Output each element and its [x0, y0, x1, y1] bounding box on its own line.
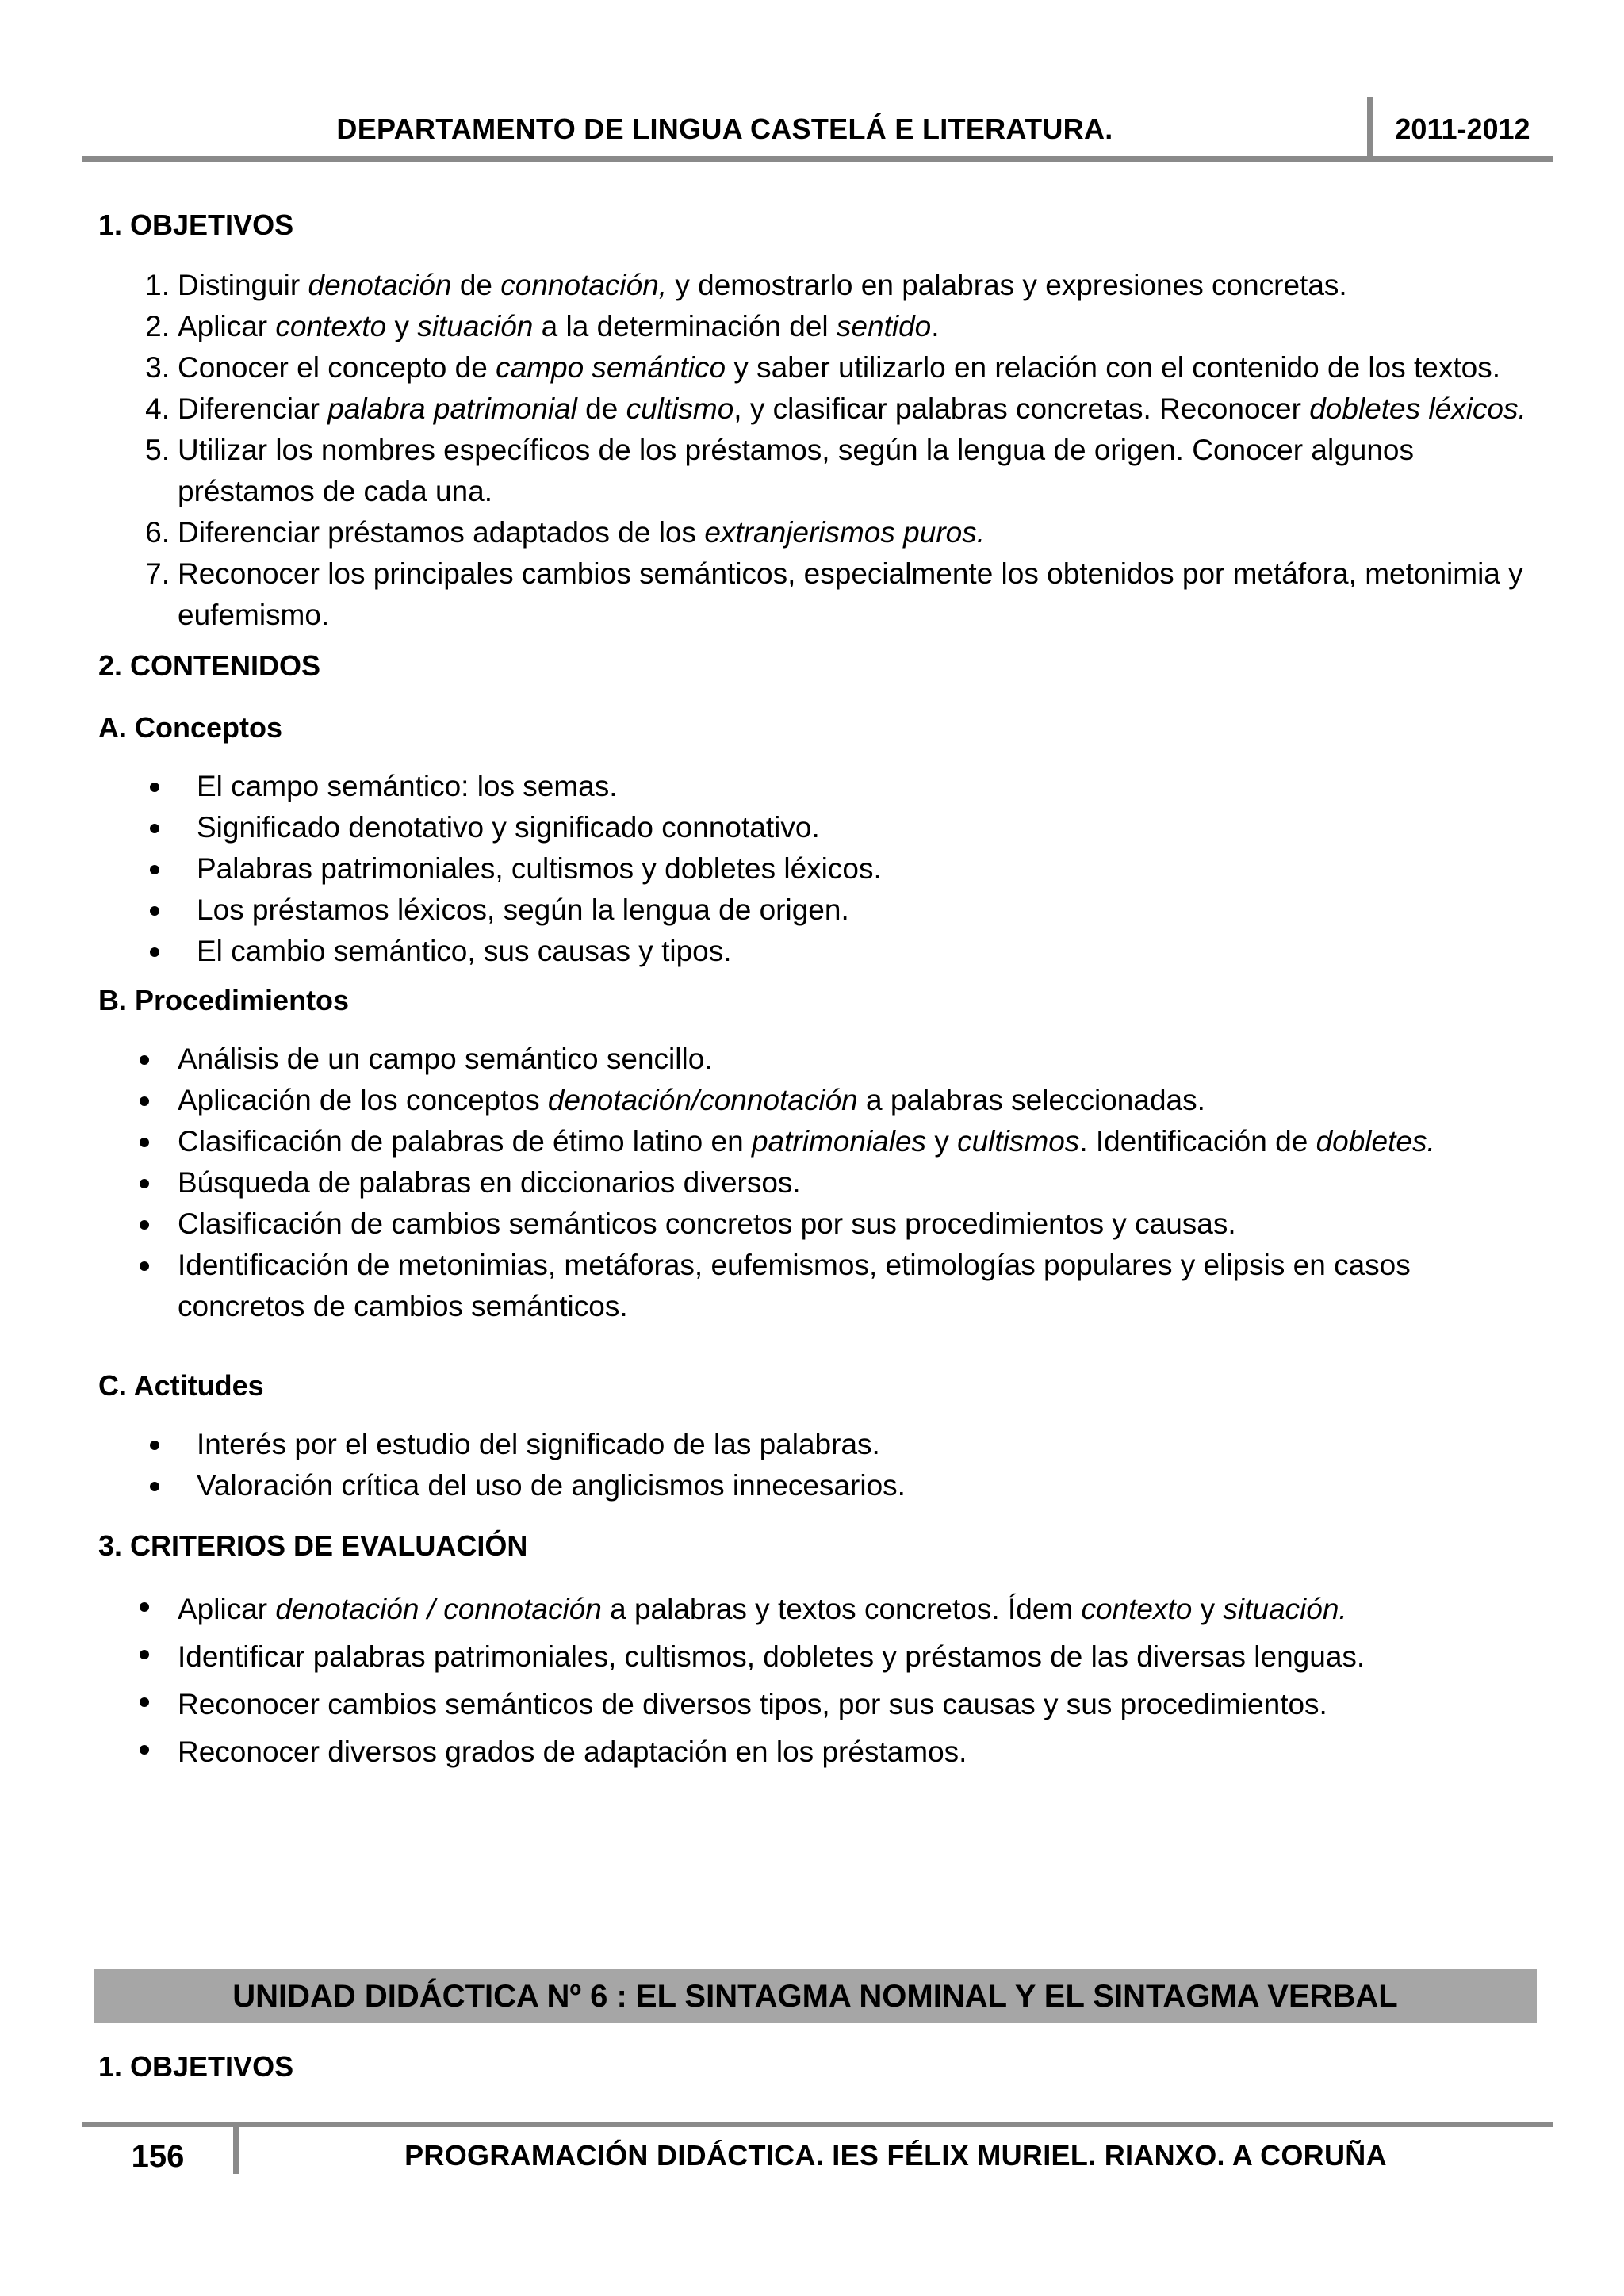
page-header	[82, 94, 1553, 162]
bullet-icon	[140, 1650, 149, 1659]
text-run: Reconocer cambios semánticos de diversos tipos, por sus causas y sus procedimientos.	[178, 1688, 1327, 1720]
list-number: 7.	[145, 557, 170, 590]
subsection-title-conceptos: A. Conceptos	[98, 711, 283, 744]
section-title-criterios: 3. CRITERIOS DE EVALUACIÓN	[98, 1529, 528, 1562]
text-run: Identificar palabras patrimoniales, cultismos, dobletes y préstamos de las diversas lenguas.	[178, 1640, 1365, 1673]
text-run: Búsqueda de palabras en diccionarios diversos.	[178, 1166, 801, 1199]
list-item	[98, 1728, 1542, 1776]
text-run: El cambio semántico, sus causas y tipos.	[197, 935, 732, 967]
italic-term: palabra patrimonial	[327, 392, 577, 425]
text-run: Conocer el concepto de	[178, 351, 496, 384]
text-run: de	[451, 269, 501, 301]
list-item	[98, 1633, 1542, 1681]
section-title-objetivos-unit6: 1. OBJETIVOS	[98, 2050, 294, 2083]
text-run: . Identificación de	[1079, 1125, 1316, 1158]
text-run: Los préstamos léxicos, según la lengua de origen.	[197, 894, 849, 926]
list-item	[98, 931, 1542, 972]
bullet-icon	[140, 1138, 149, 1147]
text-run: .	[931, 310, 940, 342]
bullet-icon	[140, 1220, 149, 1230]
header-divider	[1367, 97, 1373, 162]
section-title-contenidos: 2. CONTENIDOS	[98, 649, 321, 682]
list-number: 3.	[145, 351, 170, 384]
text-run: Clasificación de palabras de étimo latino en	[178, 1125, 752, 1158]
list-number: 2.	[145, 310, 170, 342]
list-item	[145, 512, 1542, 553]
bullet-icon	[140, 1055, 149, 1065]
italic-term: situación	[417, 310, 534, 342]
bullet-icon	[140, 1697, 149, 1707]
list-item	[98, 1681, 1542, 1728]
italic-term: sentido	[836, 310, 932, 342]
list-item	[145, 347, 1542, 388]
text-run: Reconocer los principales cambios semánticos, especialmente los obtenidos por metáfora, metonimia y eufemismo.	[178, 557, 1523, 631]
list-item	[145, 265, 1542, 306]
page-number: 156	[131, 2139, 185, 2174]
text-run: Aplicación de los conceptos	[178, 1084, 548, 1116]
text-run: Utilizar los nombres específicos de los préstamos, según la lengua de origen. Conocer algunos préstamos de cada una.	[178, 434, 1414, 507]
list-item	[98, 1203, 1542, 1245]
list-item	[145, 430, 1542, 512]
bullet-icon	[150, 824, 159, 833]
text-run: Distinguir	[178, 269, 308, 301]
text-run: y	[926, 1125, 958, 1158]
bullet-icon	[140, 1096, 149, 1106]
list-item	[145, 388, 1542, 430]
italic-term: denotación / connotación	[275, 1593, 602, 1625]
italic-term: contexto	[1081, 1593, 1193, 1625]
italic-term: campo semántico	[496, 351, 726, 384]
italic-term: cultismos	[957, 1125, 1080, 1158]
text-run: a palabras y textos concretos. Ídem	[601, 1593, 1082, 1625]
list-item	[98, 1245, 1542, 1327]
subsection-title-procedimientos: B. Procedimientos	[98, 984, 350, 1016]
school-year: 2011-2012	[1395, 113, 1530, 145]
italic-term: connotación,	[500, 269, 668, 301]
list-item	[98, 890, 1542, 931]
text-run: Aplicar	[178, 1593, 276, 1625]
text-run: de	[576, 392, 626, 425]
text-run: a palabras seleccionadas.	[857, 1084, 1205, 1116]
text-run: y demostrarlo en palabras y expresiones concretas.	[667, 269, 1347, 301]
text-run: Aplicar	[178, 310, 276, 342]
list-number: 5.	[145, 434, 170, 466]
page-content	[98, 205, 1542, 1776]
section-title-objetivos: 1. OBJETIVOS	[98, 209, 294, 241]
list-item	[145, 306, 1542, 347]
unit-title: UNIDAD DIDÁCTICA Nº 6 : EL SINTAGMA NOMINAL Y EL SINTAGMA VERBAL	[232, 1979, 1398, 2014]
text-run: Diferenciar préstamos adaptados de los	[178, 516, 705, 549]
department-title: DEPARTAMENTO DE LINGUA CASTELÁ E LITERATURA.	[336, 113, 1113, 145]
text-run: Clasificación de cambios semánticos concretos por sus procedimientos y causas.	[178, 1207, 1236, 1240]
text-run: Diferenciar	[178, 392, 328, 425]
bullet-icon	[150, 783, 159, 792]
list-number: 6.	[145, 516, 170, 549]
italic-term: dobletes léxicos.	[1309, 392, 1526, 425]
text-run: , y clasificar palabras concretas. Reconocer	[733, 392, 1310, 425]
conceptos-list	[98, 766, 1542, 972]
italic-term: extranjerismos puros.	[704, 516, 985, 549]
footer-rule	[82, 2122, 1553, 2127]
bullet-icon	[150, 1482, 159, 1491]
text-run: Análisis de un campo semántico sencillo.	[178, 1043, 713, 1075]
list-item	[98, 1424, 1542, 1465]
program-title: PROGRAMACIÓN DIDÁCTICA. IES FÉLIX MURIEL. RIANXO. A CORUÑA	[404, 2139, 1387, 2172]
bullet-icon	[140, 1179, 149, 1188]
list-item	[98, 1162, 1542, 1203]
text-run: y	[1192, 1593, 1224, 1625]
italic-term: patrimoniales	[751, 1125, 927, 1158]
bullet-icon	[150, 1441, 159, 1450]
text-run: Palabras patrimoniales, cultismos y dobletes léxicos.	[197, 852, 882, 885]
list-item	[98, 766, 1542, 807]
text-run: y	[386, 310, 418, 342]
objectives-list	[98, 265, 1542, 636]
text-run: Valoración crítica del uso de anglicismos innecesarios.	[197, 1469, 906, 1502]
list-item	[98, 1039, 1542, 1080]
bullet-icon	[150, 865, 159, 874]
text-run: Interés por el estudio del significado de las palabras.	[197, 1428, 880, 1460]
footer-divider	[233, 2122, 239, 2174]
procedimientos-list	[98, 1039, 1542, 1327]
list-item	[98, 1465, 1542, 1506]
text-run: y saber utilizarlo en relación con el contenido de los textos.	[726, 351, 1501, 384]
list-item	[98, 1121, 1542, 1162]
list-item	[98, 807, 1542, 848]
bullet-icon	[150, 906, 159, 916]
text-run: El campo semántico: los semas.	[197, 770, 618, 802]
list-item	[145, 553, 1542, 636]
criterios-list	[98, 1586, 1542, 1776]
bullet-icon	[150, 947, 159, 957]
list-item	[98, 1586, 1542, 1633]
list-item	[98, 848, 1542, 890]
list-number: 1.	[145, 269, 170, 301]
text-run: a la determinación del	[533, 310, 837, 342]
text-run: Reconocer diversos grados de adaptación en los préstamos.	[178, 1735, 967, 1768]
italic-term: contexto	[275, 310, 387, 342]
list-number: 4.	[145, 392, 170, 425]
bullet-icon	[140, 1261, 149, 1271]
list-item	[98, 1080, 1542, 1121]
italic-term: cultismo	[626, 392, 734, 425]
text-run: Significado denotativo y significado connotativo.	[197, 811, 820, 844]
italic-term: denotación/connotación	[547, 1084, 858, 1116]
italic-term: denotación	[308, 269, 452, 301]
subsection-title-actitudes: C. Actitudes	[98, 1369, 264, 1402]
bullet-icon	[140, 1602, 149, 1612]
text-run: Identificación de metonimias, metáforas, eufemismos, etimologías populares y elipsis en casos concretos de cambios semánticos.	[178, 1249, 1411, 1322]
bullet-icon	[140, 1745, 149, 1755]
italic-term: dobletes.	[1316, 1125, 1435, 1158]
actitudes-list	[98, 1424, 1542, 1506]
unit-title-bar	[94, 1969, 1537, 2023]
header-rule	[82, 156, 1553, 162]
italic-term: situación.	[1223, 1593, 1347, 1625]
page-footer	[82, 2122, 1553, 2185]
